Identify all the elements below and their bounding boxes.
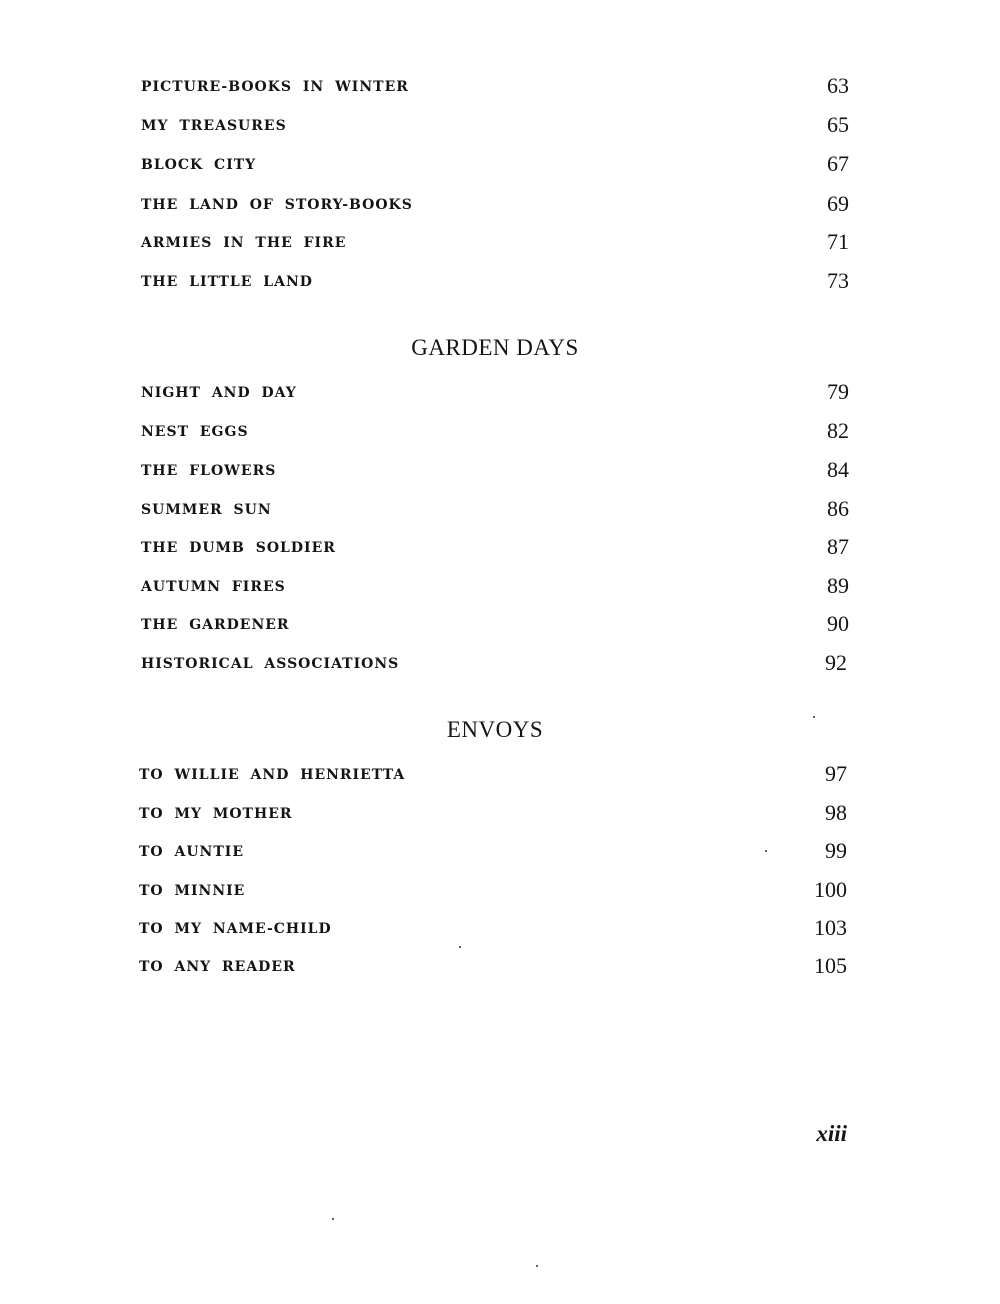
toc-entry[interactable] [139,838,847,869]
toc-entry-title: THE LITTLE LAND [141,274,313,290]
scan-speck [536,1265,538,1267]
toc-entry[interactable] [139,800,847,831]
toc-entry-title: THE LAND OF STORY-BOOKS [141,197,413,213]
toc-entry-page: 87 [827,534,849,559]
toc-entry[interactable] [139,877,847,908]
toc-entry-title: TO MY NAME-CHILD [139,921,332,937]
toc-entry-page: 105 [814,953,847,978]
toc-entry-title: BLOCK CITY [141,157,257,173]
toc-entry-title: TO MY MOTHER [139,806,293,822]
toc-entry[interactable] [141,151,849,182]
toc-entry[interactable] [141,379,849,410]
toc-entry-title: THE GARDENER [141,617,290,633]
toc-entry-page: 63 [827,73,849,98]
toc-entry[interactable] [139,761,847,792]
toc-entry-page: 82 [827,418,849,443]
section-heading: ENVOYS [446,717,544,742]
toc-entry[interactable] [141,73,849,104]
toc-entry-page: 67 [827,151,849,176]
toc-entry-page: 100 [814,877,847,902]
scan-speck [459,946,461,948]
toc-entry-page: 69 [827,191,849,216]
toc-entry-title: AUTUMN FIRES [141,579,286,595]
section-heading: GARDEN DAYS [411,335,579,360]
toc-entry-title: HISTORICAL ASSOCIATIONS [141,656,400,672]
toc-entry-title: TO MINNIE [139,883,246,899]
toc-entry[interactable] [141,229,849,260]
toc-entry[interactable] [141,534,849,565]
toc-entry-title: TO ANY READER [139,959,296,975]
toc-entry[interactable] [139,915,847,946]
toc-entry-page: 79 [827,379,849,404]
toc-entry-page: 103 [814,915,847,940]
toc-entry-title: TO AUNTIE [139,844,244,860]
toc-entry-page: 92 [825,650,847,675]
toc-entry[interactable] [141,611,849,642]
toc-entry-page: 71 [827,229,849,254]
toc-entry-page: 97 [825,761,847,786]
toc-entry-title: PICTURE-BOOKS IN WINTER [141,79,409,95]
toc-entry-page: 86 [827,496,849,521]
toc-entry-page: 99 [825,838,847,863]
scan-speck [813,716,815,718]
toc-entry-page: 98 [825,800,847,825]
toc-entry-title: SUMMER SUN [141,502,272,518]
toc-entry-title: ARMIES IN THE FIRE [141,235,347,251]
toc-entry[interactable] [141,191,849,222]
toc-entry[interactable] [141,112,849,143]
toc-entry[interactable] [141,650,847,681]
toc-entry-page: 90 [827,611,849,636]
toc-entry[interactable] [141,496,849,527]
toc-entry[interactable] [141,418,849,449]
toc-entry[interactable] [141,573,849,604]
toc-entry[interactable] [139,953,847,984]
toc-entry-page: 65 [827,112,849,137]
toc-entry-title: NEST EGGS [141,424,249,440]
toc-entry-title: MY TREASURES [141,118,287,134]
toc-entry-title: TO WILLIE AND HENRIETTA [139,767,406,783]
toc-entry-page: 89 [827,573,849,598]
toc-entry-title: NIGHT AND DAY [141,385,297,401]
toc-entry-page: 84 [827,457,849,482]
scan-speck [332,1218,334,1220]
toc-entry-title: THE FLOWERS [141,463,277,479]
page-folio: xiii [816,1121,847,1146]
toc-entry[interactable] [141,268,849,299]
toc-entry[interactable] [141,457,849,488]
toc-entry-title: THE DUMB SOLDIER [141,540,336,556]
scan-speck [765,850,767,852]
toc-entry-page: 73 [827,268,849,293]
